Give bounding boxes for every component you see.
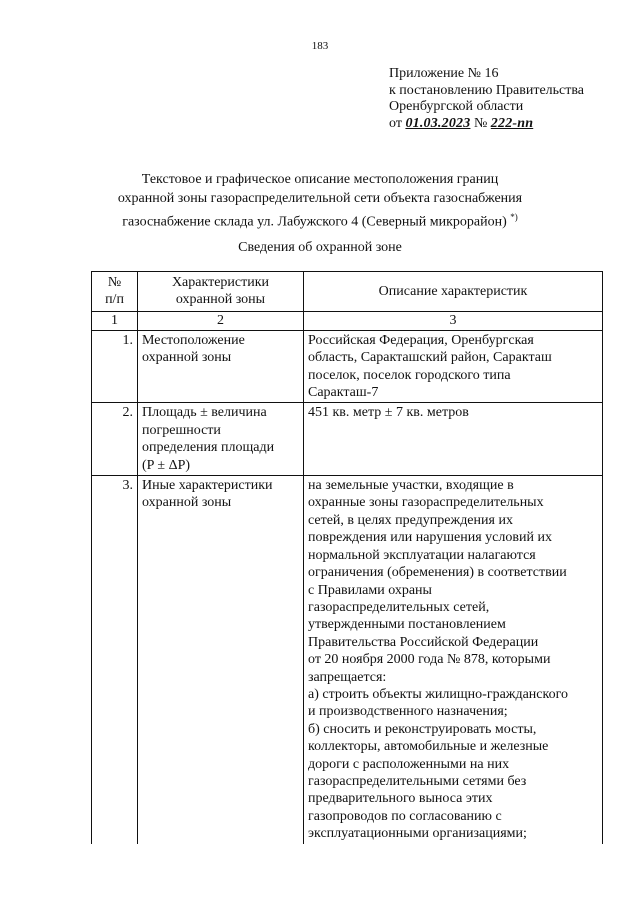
document-title xyxy=(80,170,560,232)
appendix-line-1: Приложение № 16 xyxy=(389,66,499,81)
appendix-date-line xyxy=(389,116,584,133)
row-description: на земельные участки, входящие в охранные зоны газораспределительных сетей, в целях предупреждения их повреждения или нарушения условий их нормальной эксплуатации налагаются ограничения (обременения) в соответствии с Правилами охраны газораспределительных сетей, утвержденными постановлением Правительства Российской Федерации от 20 ноября 2000 года № 878, которыми запрещается: а) строить объекты жилищно-гражданского и производственного назначения; б) сносить и реконструировать мосты, коллекторы, автомобильные и железные дороги с расположенными на них газораспределительными сетями без предварительного выноса этих газопроводов по согласованию с эксплуатационными организациями; xyxy=(304,476,603,844)
title-line-2: охранной зоны газораспределительной сети объекта газоснабжения xyxy=(117,191,523,206)
col-number-1: 1 xyxy=(92,311,138,330)
header-num: № п/п xyxy=(92,272,138,312)
row-description: Российская Федерация, Оренбургская область, Саракташский район, Саракташ поселок, поселок городского типа Саракташ-7 xyxy=(304,330,603,403)
section-subtitle: Сведения об охранной зоне xyxy=(238,240,402,255)
date-prefix: от xyxy=(389,115,402,131)
column-number-row xyxy=(92,311,603,330)
handwritten-date: 01.03.2023 xyxy=(405,115,471,131)
protection-zone-table xyxy=(91,271,603,844)
appendix-line-3: Оренбургской области xyxy=(389,99,524,114)
table-row xyxy=(92,476,603,844)
title-line-3-text: газоснабжение склада ул. Лабужского 4 (Северный микрорайон) xyxy=(122,214,507,230)
row-characteristic: Местоположение охранной зоны xyxy=(138,330,304,403)
page-number: 183 xyxy=(311,40,329,52)
row-characteristic: Площадь ± величина погрешности определения площади (P ± ΔP) xyxy=(138,403,304,476)
appendix-line-2: к постановлению Правительства xyxy=(389,82,585,98)
footnote-mark: *) xyxy=(510,212,518,222)
col-number-2: 2 xyxy=(138,311,304,330)
row-number: 2. xyxy=(92,403,138,476)
table-row xyxy=(92,330,603,403)
row-number: 3. xyxy=(92,476,138,844)
number-sign: № xyxy=(473,115,488,131)
row-description: 451 кв. метр ± 7 кв. метров xyxy=(304,403,603,476)
col-number-3: 3 xyxy=(304,311,603,330)
header-description: Описание характеристик xyxy=(304,272,603,312)
table-header-row xyxy=(92,272,603,312)
title-line-1: Текстовое и графическое описание местоположения границ xyxy=(141,172,499,187)
header-characteristics: Характеристики охранной зоны xyxy=(138,272,304,312)
title-line-3 xyxy=(80,208,560,232)
row-characteristic: Иные характеристики охранной зоны xyxy=(138,476,304,844)
row-number: 1. xyxy=(92,330,138,403)
handwritten-number: 222-пп xyxy=(490,115,534,131)
appendix-header xyxy=(389,66,584,132)
table-row xyxy=(92,403,603,476)
